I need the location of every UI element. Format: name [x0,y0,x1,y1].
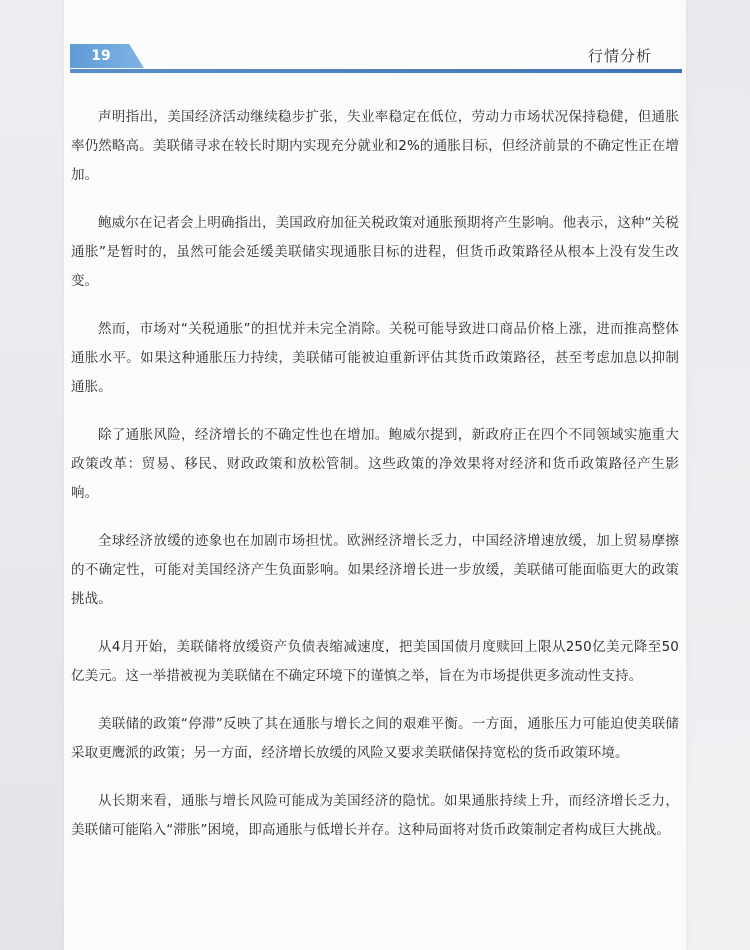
paragraph: 然而，市场对“关税通胀”的担忧并未完全消除。关税可能导致进口商品价格上涨，进而推高整体通胀水平。如果这种通胀压力持续，美联储可能被迫重新评估其货币政策路径，甚至考虑加息以抑制通胀。 [71,321,679,395]
article-body [71,103,679,864]
paragraph: 全球经济放缓的迹象也在加剧市场担忧。欧洲经济增长乏力，中国经济增速放缓，加上贸易摩擦的不确定性，可能对美国经济产生负面影响。如果经济增长进一步放缓，美联储可能面临更大的政策挑战。 [71,533,679,607]
header-divider [70,69,682,73]
paragraph: 美联储的政策“停滞”反映了其在通胀与增长之间的艰难平衡。一方面，通胀压力可能迫使美联储采取更鹰派的政策；另一方面，经济增长放缓的风险又要求美联储保持宽松的货币政策环境。 [71,716,679,761]
section-title: 行情分析 [587,47,652,65]
background-tile [0,0,64,950]
paragraph: 鲍威尔在记者会上明确指出，美国政府加征关税政策对通胀预期将产生影响。他表示，这种“关税通胀”是暂时的，虽然可能会延缓美联储实现通胀目标的进程，但货币政策路径从根本上没有发生改变。 [71,215,679,289]
page-header [70,44,682,74]
paragraph: 声明指出，美国经济活动继续稳步扩张，失业率稳定在低位，劳动力市场状况保持稳健，但通胀率仍然略高。美联储寻求在较长时期内实现充分就业和2%的通胀目标，但经济前景的不确定性正在增加。 [71,109,679,183]
background-tile [686,0,750,950]
paragraph: 从4月开始，美联储将放缓资产负债表缩减速度，把美国国债月度赎回上限从250亿美元降至50亿美元。这一举措被视为美联储在不确定环境下的谨慎之举，旨在为市场提供更多流动性支持。 [71,639,679,684]
paragraph: 从长期来看，通胀与增长风险可能成为美国经济的隐忧。如果通胀持续上升，而经济增长乏力，美联储可能陷入“滞胀”困境，即高通胀与低增长并存。这种局面将对货币政策制定者构成巨大挑战。 [71,793,679,838]
page-number: 19 [91,48,111,64]
paragraph: 除了通胀风险，经济增长的不确定性也在增加。鲍威尔提到，新政府正在四个不同领域实施重大政策改革：贸易、移民、财政政策和放松管制。这些政策的净效果将对经济和货币政策路径产生影响。 [71,427,679,501]
